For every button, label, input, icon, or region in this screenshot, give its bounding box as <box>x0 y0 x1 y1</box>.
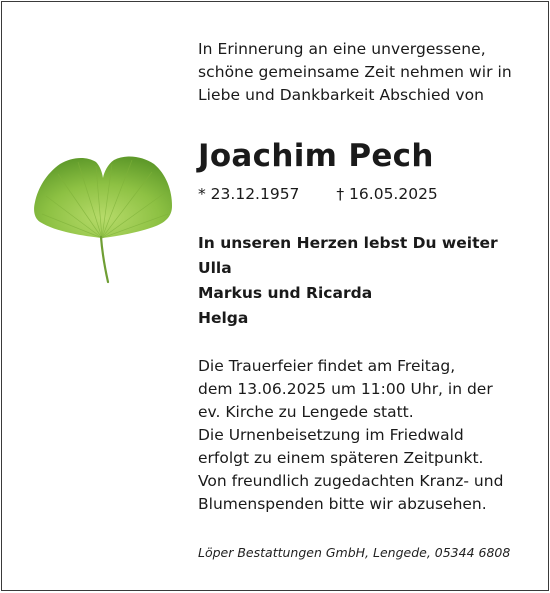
intro-line: schöne gemeinsame Zeit nehmen wir in <box>198 63 512 81</box>
deceased-name: Joachim Pech <box>198 138 434 174</box>
mourner-name: Markus und Ricarda <box>198 284 373 302</box>
service-line: erfolgt zu einem späteren Zeitpunkt. <box>198 449 484 467</box>
service-line: Blumenspenden bitte wir abzusehen. <box>198 495 487 513</box>
life-dates <box>198 185 438 203</box>
mourners-heading: In unseren Herzen lebst Du weiter <box>198 234 498 252</box>
service-line: Die Urnenbeisetzung im Friedwald <box>198 426 464 444</box>
birth-date: * 23.12.1957 <box>198 185 300 203</box>
intro-line: In Erinnerung an eine unvergessene, <box>198 40 486 58</box>
obituary-notice <box>1 1 549 591</box>
service-line: Von freundlich zugedachten Kranz- und <box>198 472 504 490</box>
service-info <box>198 355 503 516</box>
ginkgo-leaf-icon <box>32 152 174 284</box>
mourner-name: Helga <box>198 309 249 327</box>
intro-line: Liebe und Dankbarkeit Abschied von <box>198 86 485 104</box>
intro-text <box>198 38 512 107</box>
service-line: Die Trauerfeier findet am Freitag, <box>198 357 456 375</box>
death-date: † 16.05.2025 <box>336 185 438 203</box>
service-line: ev. Kirche zu Lengede statt. <box>198 403 414 421</box>
mourners-block <box>198 231 498 331</box>
mourner-name: Ulla <box>198 259 232 277</box>
funeral-home-footer: Löper Bestattungen GmbH, Lengede, 05344 6808 <box>198 545 511 560</box>
service-line: dem 13.06.2025 um 11:00 Uhr, in der <box>198 380 493 398</box>
